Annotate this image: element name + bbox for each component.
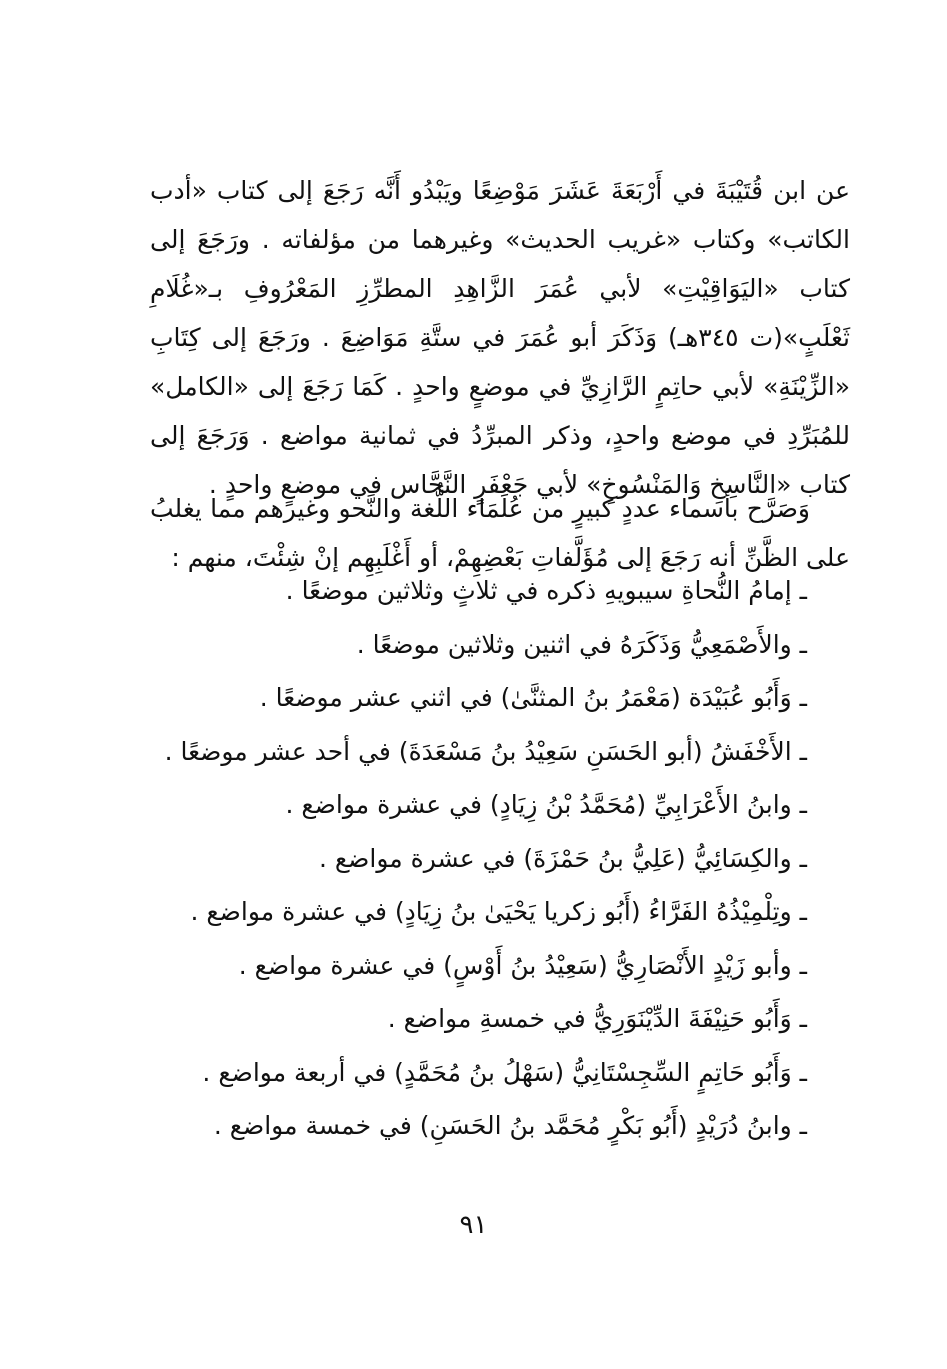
list-item: ـ والأَصْمَعِيُّ وَذَكَرَهُ في اثنين وثلاثين موضعًا . (356, 629, 807, 659)
scholars-list (164, 564, 807, 1153)
list-item: ـ وابنُ الأَعْرَابِيِّ (مُحَمَّدُ بْنُ زِيَادٍ) في عشرة مواضع . (285, 790, 807, 819)
list-item: ـ والكِسَائِيُّ (عَلِيُّ بنُ حَمْزَةَ) في عشرة مواضع . (318, 843, 807, 873)
paragraph-sources: عن ابن قُتَيْبَةَ في أَرْبَعَةَ عَشَرَ مَوْضِعًا ويَبْدُو أَنَّه رَجَعَ إلى كتاب «أدب الكاتب» وكتاب «غريب الحديث» وغيرهما من مؤلفاته . ورَجَعَ إلى كتاب «اليَوَاقِيْتِ» لأبي عُمَرَ الزَّاهِدِ المطرِّزِ المَعْرُوفِ بـ«غُلَامِ ثَعْلَبٍ»(ت ٣٤٥هـ) وَذَكَرَ أبو عُمَرَ في ستَّةِ مَوَاضِعَ . ورَجَعَ إلى كِتَابِ «الزِّيْنَةِ» لأبي حاتِمٍ الرَّازِيِّ في موضعٍ واحدٍ . كَمَا رَجَعَ إلى «الكامل» للمُبَرِّدِ في موضع واحدٍ، وذكر المبرِّدُ في ثمانية مواضع . وَرَجَعَ إلى كتاب «النَّاسِخِ وَالمَنْسُوخِ» لأبي جَعْفَرٍ النَّحَّاس في موضعٍ واحدٍ . (150, 176, 851, 499)
list-item: ـ وَأَبُو حَنِيْفَةَ الدِّيْنَوَرِيُّ في خمسةِ مواضع . (387, 1004, 807, 1033)
list-item: ـ وابنُ دُرَيْدٍ (أَبُو بَكْرٍ مُحَمَّد بنُ الحَسَنِ) في خمسة مواضع . (213, 1111, 807, 1140)
list-item: ـ وأبو زَيْدٍ الأَنْصَارِيُّ (سَعِيْدُ بنُ أَوْسٍ) في عشرة مواضع . (238, 950, 807, 980)
list-item: ـ وَأَبُو عُبَيْدَة (مَعْمَرُ بنُ المثنَّىٰ) في اثني عشر موضعًا . (259, 683, 807, 712)
list-item: ـ وتِلْمِيْذُهُ الفَرَّاءُ (أَبُو زكريا يَحْيَىٰ بنُ زِيَادٍ) في عشرة مواضع . (190, 897, 807, 926)
list-item: ـ إمامُ النُّحاةِ سيبويهِ ذكره في ثلاثٍ وثلاثين موضعًا . (285, 576, 807, 605)
page-number: ٩١ (459, 1210, 488, 1240)
list-item: ـ وَأَبُو حَاتِمٍ السِّجِسْتَانِيُّ (سَهْلُ بنُ مُحَمَّدٍ) في أربعة مواضع . (202, 1057, 807, 1087)
list-item: ـ الأَخْفَشُ (أبو الحَسَنِ سَعِيْدُ بنُ مَسْعَدَةَ) في أحد عشر موضعًا . (164, 736, 807, 766)
paragraph-scholars-intro: وَصَرَّح بأسماء عددٍ كبيرٍ من عُلَمَاء اللُّغة والنَّحو وغيرهم مما يغلبُ على الظَّنِّ أنه رَجَعَ إلى مُؤَلَّفاتِ بَعْضِهِمْ، أو أَغْلَبِهِم إنْ شِئْتَ، منهم : (150, 494, 850, 572)
